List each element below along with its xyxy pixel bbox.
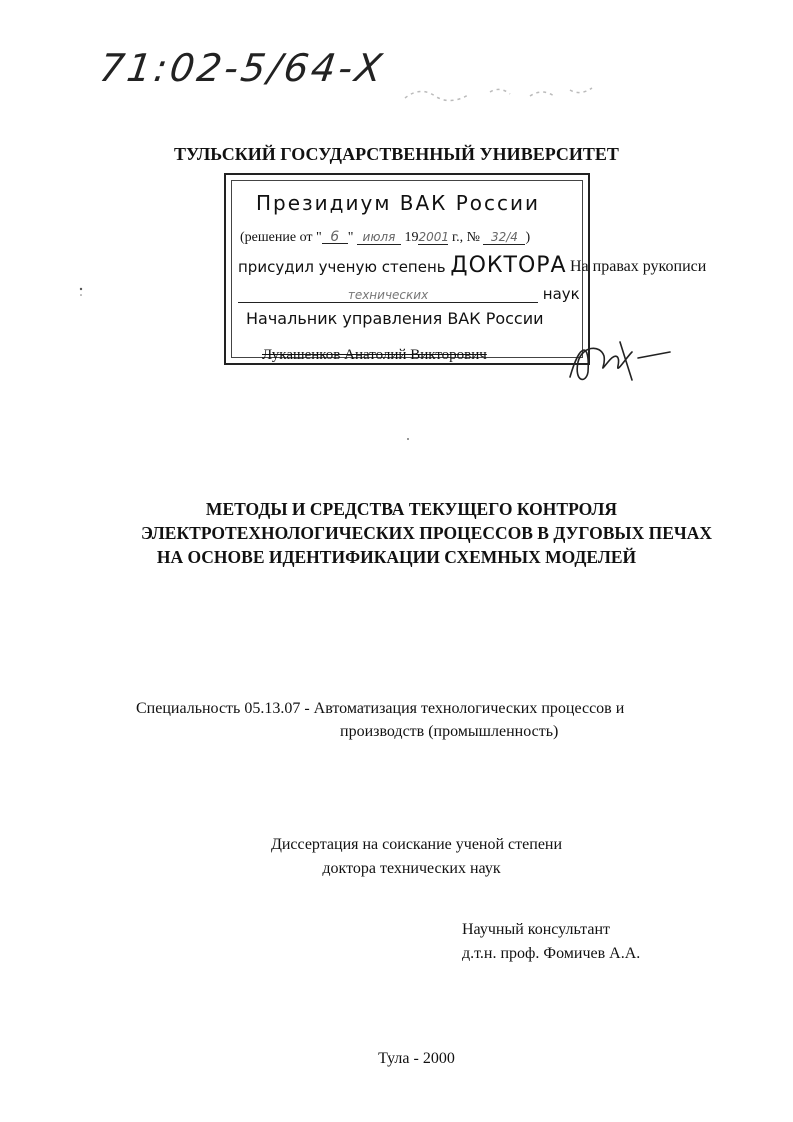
- stamp-awarded: [238, 253, 567, 278]
- scan-speck: [78, 286, 84, 298]
- archive-code: 71:02-5/64-Х: [96, 46, 388, 90]
- field-value: технических: [238, 288, 538, 303]
- stamp-title: Президиум ВАК России: [256, 191, 541, 215]
- dissertation-line-1: Диссертация на соискание ученой степени: [270, 836, 563, 853]
- stamp-inner-border: [231, 180, 583, 363]
- title-line-2: ЭЛЕКТРОТЕХНОЛОГИЧЕСКИХ ПРОЦЕССОВ В ДУГОВЫХ ПЕЧАХ: [141, 523, 712, 543]
- decision-close: ): [525, 230, 531, 245]
- scientific-consultant: [462, 918, 640, 966]
- stamp-decision: [240, 229, 530, 246]
- faint-scribble: [400, 78, 610, 108]
- university-name: ТУЛЬСКИЙ ГОСУДАРСТВЕННЫЙ УНИВЕРСИТЕТ: [174, 144, 619, 164]
- consultant-name: д.т.н. проф. Фомичев А.А.: [462, 945, 641, 962]
- signature-icon: [560, 322, 680, 392]
- decision-year: 2001: [418, 230, 449, 244]
- scan-speck: [406, 437, 410, 441]
- dissertation-line-2: доктора технических наук: [322, 860, 501, 877]
- dissertation-degree: [0, 833, 793, 881]
- specialty-line-1: Специальность 05.13.07 - Автоматизация технологических процессов и: [136, 700, 625, 717]
- vak-stamp: [224, 173, 590, 365]
- decision-number: 32/4: [483, 230, 525, 245]
- decision-day: 6: [322, 229, 348, 244]
- stamp-head-title: Начальник управления ВАК России: [246, 309, 544, 328]
- awarded-text: присудил ученую степень: [238, 258, 446, 276]
- field-suffix: наук: [542, 285, 580, 303]
- specialty: [136, 697, 624, 743]
- decision-mid: ": [347, 230, 354, 245]
- dissertation-title: [0, 497, 793, 569]
- degree-doctor: ДОКТОРА: [450, 253, 567, 278]
- decision-year-prefix: 19: [404, 230, 419, 245]
- title-line-3: НА ОСНОВЕ ИДЕНТИФИКАЦИИ СХЕМНЫХ МОДЕЛЕЙ: [156, 547, 637, 567]
- manuscript-note: На правах рукописи: [570, 258, 707, 275]
- consultant-label: Научный консультант: [462, 921, 610, 938]
- stamp-field: [238, 285, 580, 303]
- title-line-1: МЕТОДЫ И СРЕДСТВА ТЕКУЩЕГО КОНТРОЛЯ: [205, 499, 618, 519]
- stamp-head-name: Лукашенков Анатолий Викторович: [262, 347, 487, 363]
- decision-prefix: (решение от ": [240, 230, 322, 245]
- specialty-line-2: производств (промышленность): [340, 723, 559, 740]
- decision-month: июля: [357, 230, 401, 245]
- city-year: Тула - 2000: [378, 1050, 455, 1067]
- decision-number-label: г., №: [451, 230, 480, 245]
